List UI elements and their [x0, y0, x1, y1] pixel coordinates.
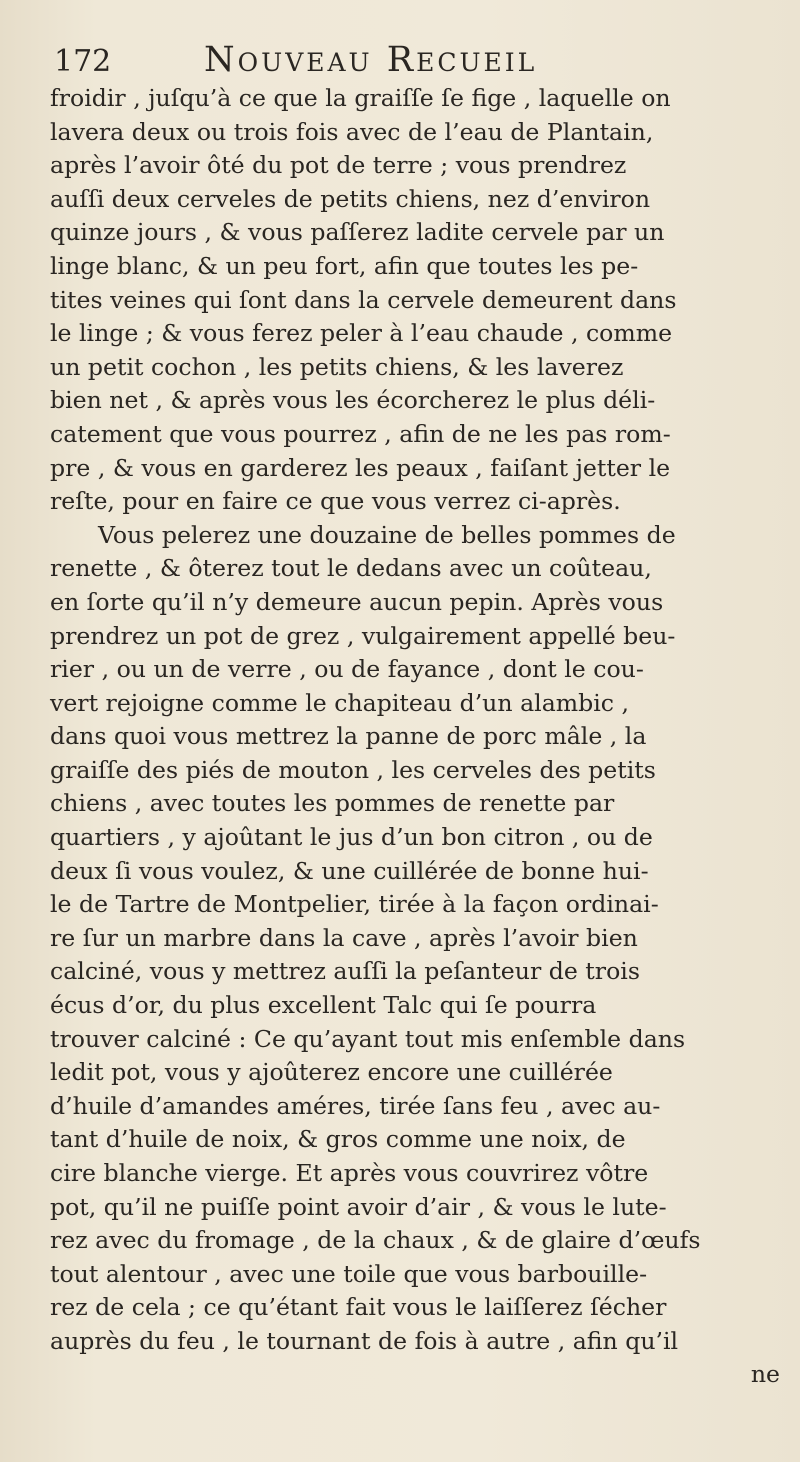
text-line: reſte, pour en faire ce que vous verrez ci-après.: [50, 487, 621, 516]
text-line: calciné, vous y mettrez auſſi la peſanteur de trois: [50, 957, 640, 986]
text-line: renette , & ôterez tout le dedans avec un coûteau,: [50, 554, 652, 583]
text-line: rez avec du fromage , de la chaux , & de glaire d’œufs: [50, 1226, 701, 1255]
text-line: vert rejoigne comme le chapiteau d’un alambic ,: [50, 688, 629, 717]
running-title: Nouveau Recueil: [204, 40, 538, 80]
text-line: cire blanche vierge. Et après vous couvrirez vôtre: [50, 1159, 649, 1187]
text-line: deux ſi vous voulez, & une cuillérée de bonne hui-: [50, 856, 649, 885]
text-line: dans quoi vous mettrez la panne de porc mâle , la: [50, 722, 647, 751]
text-line: lavera deux ou trois fois avec de l’eau de Plantain,: [50, 117, 654, 146]
text-line: d’huile d’amandes améres, tirée ſans feu , avec au-: [50, 1091, 661, 1120]
text-line: écus d’or, du plus excellent Talc qui ſe pourra: [50, 991, 597, 1020]
text-line: rez de cela ; ce qu’étant fait vous le laiſſerez ſécher: [50, 1293, 667, 1322]
text-line: auprès du feu , le tournant de fois à autre , afin qu’il: [50, 1326, 679, 1355]
text-line: pre , & vous en garderez les peaux , faiſant jetter le: [50, 453, 671, 482]
body-text: [50, 82, 780, 1389]
text-line: le linge ; & vous ferez peler à l’eau chaude , comme: [50, 319, 673, 348]
text-line: en ſorte qu’il n’y demeure aucun pepin. Après vous: [50, 587, 664, 616]
text-line: chiens , avec toutes les pommes de renette par: [50, 789, 615, 818]
text-line: trouver calciné : Ce qu’ayant tout mis enſemble dans: [50, 1024, 686, 1053]
text-line: re ſur un marbre dans la cave , après l’avoir bien: [50, 923, 638, 952]
text-line: graiſſe des piés de mouton , les cerveles des petits: [50, 755, 656, 784]
text-line: froidir , juſqu’à ce que la graiſſe ſe fige , laquelle on: [50, 84, 671, 112]
text-line: après l’avoir ôté du pot de terre ; vous prendrez: [50, 151, 627, 180]
text-line: catement que vous pourrez , afin de ne les pas rom-: [50, 419, 671, 448]
text-line: un petit cochon , les petits chiens, & les laverez: [50, 352, 624, 381]
text-line: quartiers , y ajoûtant le jus d’un bon citron , ou de: [50, 823, 653, 852]
text-line: le de Tartre de Montpelier, tirée à la façon ordinai-: [50, 890, 659, 919]
paragraph-start-line: Vous pelerez une douzaine de belles pommes de: [98, 520, 676, 549]
text-line: ledit pot, vous y ajoûterez encore une cuillérée: [50, 1058, 613, 1087]
page-number: 172: [54, 44, 112, 79]
text-line: linge blanc, & un peu fort, afin que toutes les pe-: [50, 251, 639, 280]
text-line: pot, qu’il ne puiſſe point avoir d’air , & vous le lute-: [50, 1192, 667, 1221]
text-line: tant d’huile de noix, & gros comme une noix, de: [50, 1125, 626, 1154]
catchword: ne: [750, 1359, 780, 1388]
text-line: prendrez un pot de grez , vulgairement appellé beu-: [50, 621, 676, 650]
text-line: auſſi deux cerveles de petits chiens, nez d’environ: [50, 184, 651, 213]
text-line: quinze jours , & vous paſſerez ladite cervele par un: [50, 218, 665, 247]
text-line: tout alentour , avec une toile que vous barbouille-: [50, 1259, 648, 1288]
text-line: tites veines qui ſont dans la cervele demeurent dans: [50, 285, 677, 314]
text-line: bien net , & après vous les écorcherez le plus déli-: [50, 386, 656, 415]
text-line: rier , ou un de verre , ou de fayance , dont le cou-: [50, 655, 644, 684]
